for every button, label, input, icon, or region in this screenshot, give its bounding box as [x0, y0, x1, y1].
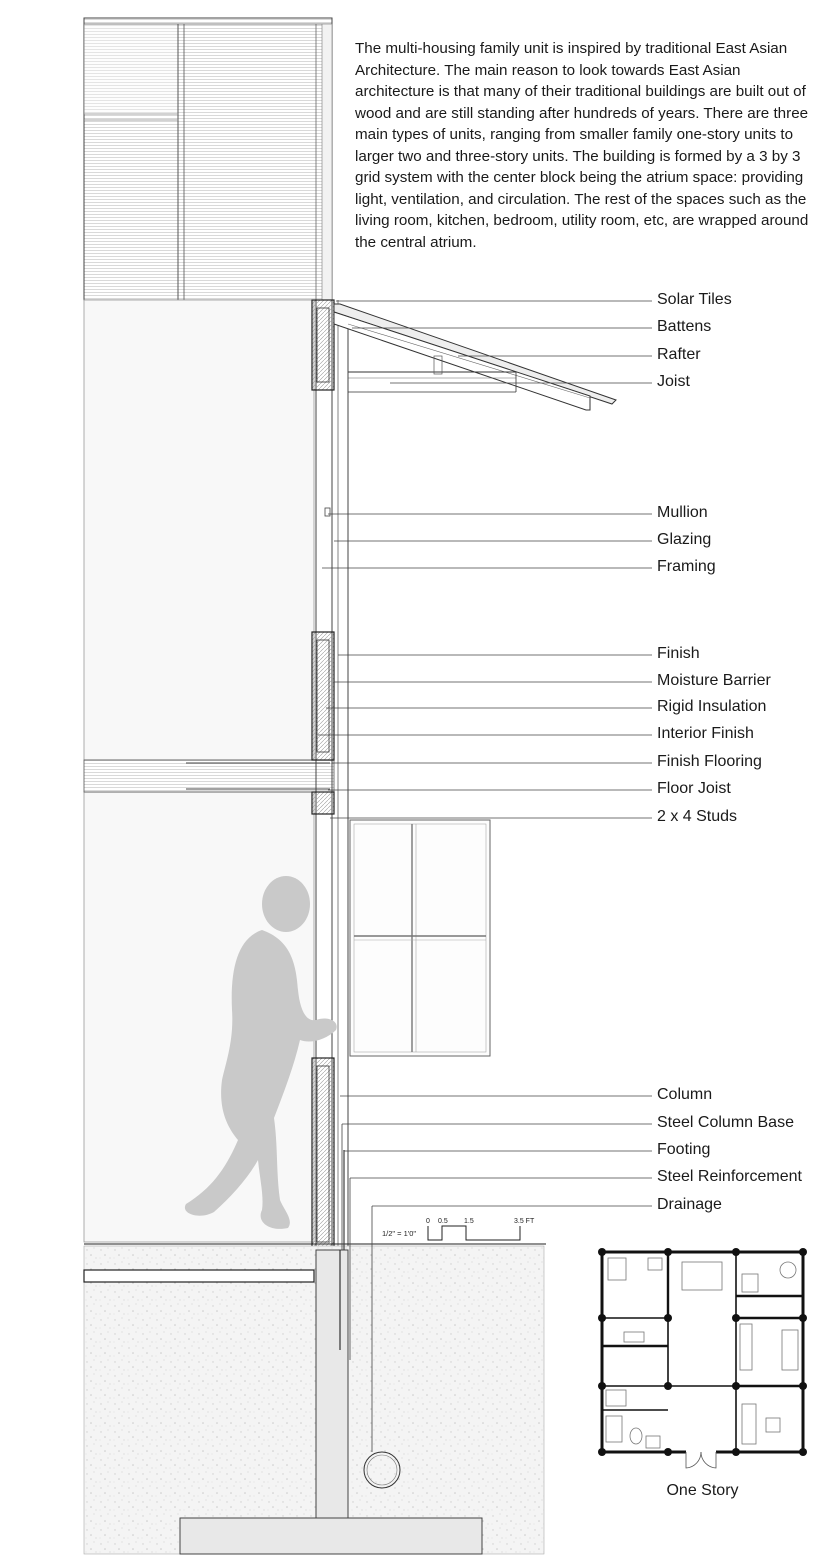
- project-description: The multi-housing family unit is inspired by traditional East Asian Architecture. The main reason to look towards East Asian architecture is that many of their traditional buildings are built out of wood and are still standing after hundreds of years. There are three main types of units, ranging from smaller family one-story units to larger two and three-story units. The building is formed by a 3 by 3 grid system with the center block being the atrium space: providing light, ventilation, and circulation. The rest of the spaces such as the living room, kitchen, bedroom, utility room, etc, are wrapped around the central atrium.: [355, 40, 809, 251]
- callout-finish-flooring: Finish Flooring: [657, 753, 762, 770]
- plan-column: [664, 1448, 672, 1456]
- callout-solar-tiles: Solar Tiles: [657, 291, 732, 308]
- upper-facade-panel: [84, 18, 332, 300]
- callout-moisture-barrier: Moisture Barrier: [657, 672, 771, 689]
- callout-glazing: Glazing: [657, 531, 712, 548]
- plan-column: [732, 1314, 740, 1322]
- plan-column: [799, 1314, 807, 1322]
- plan-column: [799, 1448, 807, 1456]
- callout-battens: Battens: [657, 318, 712, 335]
- window: [350, 820, 490, 1056]
- scale-label: 1/2" = 1'0": [382, 1229, 417, 1238]
- callout-drainage: Drainage: [657, 1196, 722, 1213]
- plan-column: [732, 1248, 740, 1256]
- floor-plan: [598, 1248, 807, 1468]
- plan-column: [799, 1248, 807, 1256]
- plan-caption: One Story: [666, 1482, 739, 1499]
- roof-eave: [334, 304, 616, 410]
- scale-tick-1: 0.5: [438, 1218, 448, 1225]
- floor-slab: [84, 760, 334, 792]
- callout-studs: 2 x 4 Studs: [657, 808, 738, 825]
- callout-interior-finish: Interior Finish: [657, 725, 754, 742]
- callout-rafter: Rafter: [657, 346, 701, 363]
- callout-column: Column: [657, 1086, 713, 1103]
- callout-joist: Joist: [657, 373, 690, 390]
- callout-finish: Finish: [657, 645, 700, 662]
- scale-tick-0: 0: [426, 1218, 430, 1225]
- plan-column: [732, 1448, 740, 1456]
- plan-column: [664, 1382, 672, 1390]
- interior-wall-upper: [84, 300, 314, 760]
- plan-outline: [602, 1252, 803, 1452]
- callout-rigid-insulation: Rigid Insulation: [657, 698, 767, 715]
- plan-column: [598, 1248, 606, 1256]
- scale-tick-3: 3.5 FT: [514, 1218, 535, 1225]
- scale-tick-2: 1.5: [464, 1218, 474, 1225]
- plan-column: [664, 1314, 672, 1322]
- scale-bar: [382, 1218, 535, 1240]
- callout-steel-column-base: Steel Column Base: [657, 1114, 794, 1131]
- plan-column: [598, 1382, 606, 1390]
- callout-steel-reinforcement: Steel Reinforcement: [657, 1168, 802, 1185]
- plan-column: [799, 1382, 807, 1390]
- callout-floor-joist: Floor Joist: [657, 780, 731, 797]
- callout-mullion: Mullion: [657, 504, 708, 521]
- callout-framing: Framing: [657, 558, 716, 575]
- plan-column: [664, 1248, 672, 1256]
- plan-column: [598, 1448, 606, 1456]
- plan-column: [732, 1382, 740, 1390]
- callout-footing: Footing: [657, 1141, 711, 1158]
- plan-column: [598, 1314, 606, 1322]
